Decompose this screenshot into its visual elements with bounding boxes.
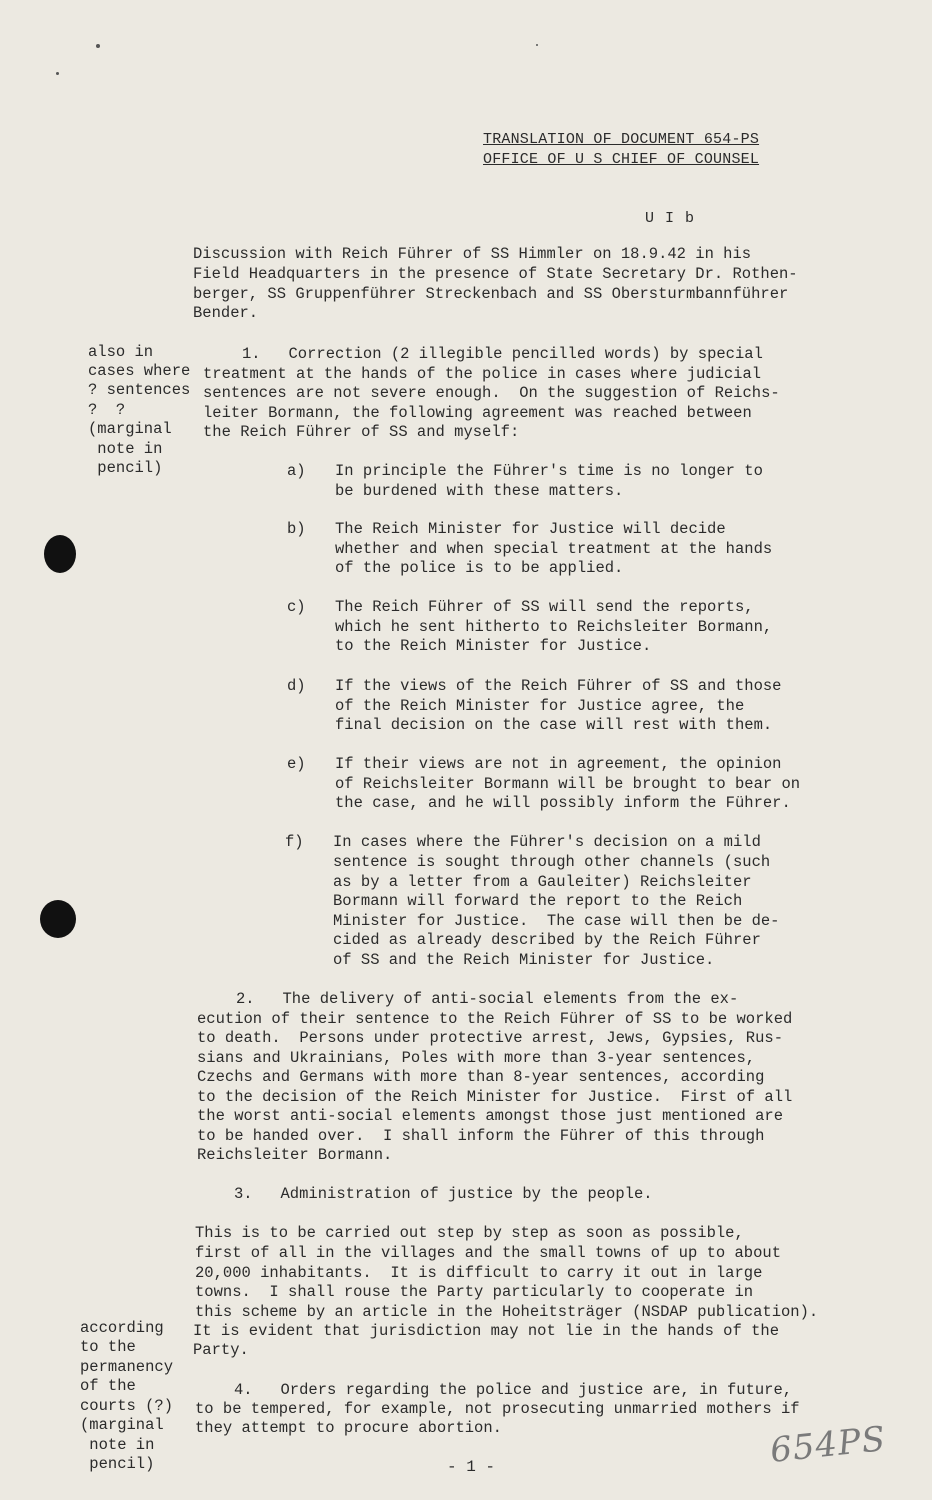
- para3-line: towns. I shall rouse the Party particularly to cooperate in: [195, 1283, 754, 1301]
- para1-line: sentences are not severe enough. On the suggestion of Reichs-: [203, 384, 780, 402]
- item-line: the case, and he will possibly inform the Führer.: [335, 794, 791, 812]
- item-label: c): [287, 598, 306, 616]
- para2-line: Czechs and Germans with more than 8-year sentences, according: [197, 1068, 765, 1086]
- item-line: If their views are not in agreement, the opinion: [335, 755, 782, 773]
- margin-note-line: (marginal: [80, 1416, 164, 1434]
- item-line: as by a letter from a Gauleiter) Reichsleiter: [333, 873, 752, 891]
- speck-mark: [96, 44, 100, 48]
- para1-line: leiter Bormann, the following agreement was reached between: [203, 404, 752, 422]
- para2-line: Reichsleiter Bormann.: [197, 1146, 393, 1164]
- margin-note-line: cases where: [88, 362, 191, 380]
- margin-note-line: ? sentences: [88, 381, 191, 399]
- item-line: In cases where the Führer's decision on a mild: [333, 833, 761, 851]
- item-line: cided as already described by the Reich Führer: [333, 931, 761, 949]
- translation-heading: TRANSLATION OF DOCUMENT 654-PS: [483, 131, 760, 148]
- para2-line: sians and Ukrainians, Poles with more than 3-year sentences,: [197, 1049, 756, 1067]
- margin-note-line: according: [80, 1319, 164, 1337]
- para2-line: to be handed over. I shall inform the Führer of this through: [197, 1127, 765, 1145]
- item-label: b): [287, 520, 306, 538]
- margin-note-line: note in: [80, 1436, 155, 1454]
- para4-line: to be tempered, for example, not prosecuting unmarried mothers if: [195, 1400, 800, 1418]
- item-label: e): [287, 755, 306, 773]
- item-line: which he sent hitherto to Reichsleiter Bormann,: [335, 618, 773, 636]
- item-line: final decision on the case will rest with them.: [335, 716, 773, 734]
- margin-note-line: courts (?): [80, 1397, 174, 1415]
- margin-note-line: note in: [88, 440, 163, 458]
- margin-note-line: to the: [80, 1338, 136, 1356]
- item-line: The Reich Führer of SS will send the reports,: [335, 598, 754, 616]
- para4-line: they attempt to procure abortion.: [195, 1419, 502, 1437]
- margin-note-line: ? ?: [88, 401, 126, 419]
- intro-line: berger, SS Gruppenführer Streckenbach and SS Obersturmbannführer: [193, 285, 789, 303]
- punch-hole-mark: [40, 900, 76, 938]
- handwritten-document-number: 654PS: [768, 1419, 888, 1471]
- speck-mark: [536, 44, 538, 46]
- item-line: be burdened with these matters.: [335, 482, 624, 500]
- para3-title: 3. Administration of justice by the people.: [234, 1185, 653, 1203]
- margin-note-line: of the: [80, 1377, 136, 1395]
- para3-line: It is evident that jurisdiction may not lie in the hands of the: [193, 1322, 779, 1340]
- item-label: f): [285, 833, 304, 851]
- item-line: If the views of the Reich Führer of SS and those: [335, 677, 782, 695]
- item-line: to the Reich Minister for Justice.: [335, 637, 652, 655]
- item-line: of Reichsleiter Bormann will be brought to bear on: [335, 775, 801, 793]
- para2-line: ecution of their sentence to the Reich Führer of SS to be worked: [197, 1010, 793, 1028]
- para3-line: Party.: [193, 1341, 249, 1359]
- office-heading: OFFICE OF U S CHIEF OF COUNSEL: [483, 151, 760, 168]
- para3-line: first of all in the villages and the small towns of up to about: [195, 1244, 781, 1262]
- intro-line: Discussion with Reich Führer of SS Himmler on 18.9.42 in his: [193, 245, 752, 263]
- item-line: of the Reich Minister for Justice agree, the: [335, 697, 745, 715]
- para4-line: 4. Orders regarding the police and justice are, in future,: [234, 1381, 793, 1399]
- margin-note-line: (marginal: [88, 420, 172, 438]
- margin-note-line: pencil): [88, 459, 163, 477]
- item-line: Bormann will forward the report to the Reich: [333, 892, 743, 910]
- para2-line: 2. The delivery of anti-social elements from the ex-: [236, 990, 739, 1008]
- item-line: In principle the Führer's time is no longer to: [335, 462, 763, 480]
- para3-line: This is to be carried out step by step as soon as possible,: [195, 1224, 744, 1242]
- margin-note-line: also in: [88, 343, 154, 361]
- para1-line: 1. Correction (2 illegible pencilled words) by special: [242, 345, 763, 363]
- para2-line: the worst anti-social elements amongst those just mentioned are: [197, 1107, 783, 1125]
- item-line: The Reich Minister for Justice will decide: [335, 520, 726, 538]
- intro-line: Field Headquarters in the presence of State Secretary Dr. Rothen-: [193, 265, 798, 283]
- reference-code: U I b: [645, 210, 696, 227]
- para3-line: 20,000 inhabitants. It is difficult to carry it out in large: [195, 1264, 763, 1282]
- para1-line: the Reich Führer of SS and myself:: [203, 423, 520, 441]
- punch-hole-mark: [44, 535, 76, 573]
- item-label: a): [287, 462, 306, 480]
- item-line: of the police is to be applied.: [335, 559, 624, 577]
- speck-mark: [56, 72, 59, 75]
- para2-line: to death. Persons under protective arrest, Jews, Gypsies, Rus-: [197, 1029, 783, 1047]
- item-line: Minister for Justice. The case will then be de-: [333, 912, 780, 930]
- para1-line: treatment at the hands of the police in cases where judicial: [203, 365, 762, 383]
- item-line: sentence is sought through other channels (such: [333, 853, 771, 871]
- margin-note-line: pencil): [80, 1455, 155, 1473]
- margin-note-line: permanency: [80, 1358, 174, 1376]
- para3-line: this scheme by an article in the Hoheitsträger (NSDAP publication).: [195, 1303, 819, 1321]
- item-line: whether and when special treatment at the hands: [335, 540, 773, 558]
- para2-line: to the decision of the Reich Minister for Justice. First of all: [197, 1088, 793, 1106]
- intro-line: Bender.: [193, 304, 259, 322]
- item-line: of SS and the Reich Minister for Justice.: [333, 951, 715, 969]
- page-number: - 1 -: [447, 1458, 496, 1476]
- item-label: d): [287, 677, 306, 695]
